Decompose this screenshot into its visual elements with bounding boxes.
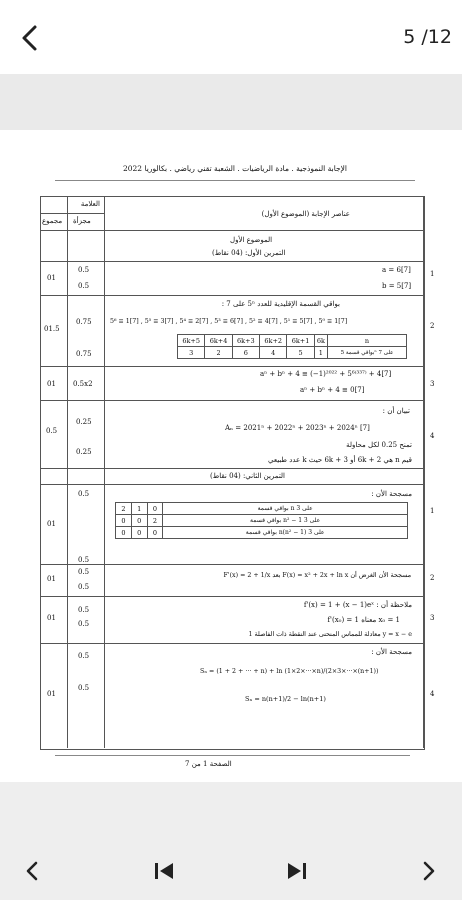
table-cell: 0 — [116, 515, 132, 527]
table-cell: 0 — [131, 527, 147, 539]
answer-line: Sₙ = (1 + 2 + ··· + n) + ln (1×2×···×n)/(2×3×···×(n+1)) — [200, 668, 379, 675]
footer-rule — [55, 755, 410, 756]
table-cell: 6k+1 — [287, 335, 314, 347]
previous-page-icon[interactable] — [17, 856, 47, 886]
table-cell: n — [328, 335, 407, 347]
table-cell: 6k — [314, 335, 327, 347]
next-page-icon[interactable] — [414, 856, 444, 886]
remainder-table-2 — [115, 502, 408, 539]
part-grade: 0.5 — [78, 620, 90, 628]
table-cell: 0 — [147, 527, 163, 539]
table-cell: بواقي قسمة n على 3 — [163, 503, 408, 515]
row-divider — [40, 596, 424, 597]
col-divider — [423, 196, 424, 748]
q-number: 3 — [430, 380, 435, 388]
part-grade: 0.5 — [78, 556, 90, 564]
part-grade: 0.5 — [78, 266, 90, 274]
table-cell: 5 — [287, 347, 314, 359]
doc-header: الإجابة النموذجية . مادة الرياضيات . الشعبة تقني رياضي . بكالوريا 2022 — [122, 164, 348, 173]
part-grade: 0.5 — [78, 606, 90, 614]
q-number: 3 — [430, 614, 435, 622]
table-cell: 4 — [260, 347, 287, 359]
answer-line: a = 6[7] — [382, 266, 411, 274]
row-divider — [40, 230, 424, 231]
q-number: 2 — [430, 322, 435, 330]
table-cell: 1 — [131, 503, 147, 515]
table-cell: 0 — [131, 515, 147, 527]
row-divider — [40, 468, 424, 469]
q-number: 1 — [430, 507, 435, 515]
table-cell: 6k+5 — [178, 335, 205, 347]
table-cell: 0 — [116, 527, 132, 539]
part-grade: 0.5 — [78, 282, 90, 290]
total-grade: 01 — [47, 274, 56, 282]
answer-line: Aₙ = 2021ⁿ + 2022ⁿ + 2023ⁿ + 2024ⁿ [7] — [225, 424, 370, 432]
answer-line: 5⁶ ≡ 1[7] , 5⁵ ≡ 3[7] , 5⁴ ≡ 2[7] , 5³ ≡ 6[7] , 5² ≡ 4[7] , 5¹ ≡ 5[7] , 5⁰ ≡ 1[7] — [110, 318, 348, 325]
answer-line: y = x − e معادلة للمماس المنحنى عند النقطة ذات الفاصلة 1 — [248, 631, 412, 638]
answer-line: x₀ = 1 معناه f'(x₀) = 1 — [327, 616, 400, 624]
answer-line: aⁿ + bⁿ + 4 ≡ 0[7] — [300, 386, 365, 394]
table-cell: 2 — [116, 503, 132, 515]
row-divider — [40, 213, 104, 214]
part-grade: 0.5x2 — [73, 380, 93, 388]
topic-title: الموضوع الأول — [230, 236, 273, 244]
doc-footer: الصفحة 1 من 7 — [185, 760, 232, 768]
total-grade: 01 — [47, 690, 56, 698]
part-grade: 0.5 — [78, 568, 90, 576]
total-grade: 01.5 — [44, 325, 60, 333]
table-cell: 3 — [178, 347, 205, 359]
back-arrow-icon[interactable] — [14, 22, 46, 54]
part-grade: 0.5 — [78, 490, 90, 498]
total-grade: 01 — [47, 575, 56, 583]
answer-line: قيم n هي 6k + 2 أو 6k + 3 حيث k عدد طبيعي — [267, 456, 412, 464]
q-number: 1 — [430, 270, 435, 278]
row-divider — [40, 643, 424, 644]
top-bar — [0, 0, 462, 74]
answer-line: aⁿ + bⁿ + 4 ≡ (−1)²⁰²² + 5⁶⁽³³⁷⁾ + 4[7] — [260, 370, 392, 378]
row-divider — [40, 400, 424, 401]
total-grade: 01 — [47, 614, 56, 622]
table-cell: بواقي قسمة 5ⁿ على 7 — [328, 347, 407, 359]
answer-line: ملاحظة أن : f'(x) = 1 + (x − 1)eˣ — [303, 601, 412, 609]
q-number: 4 — [430, 432, 435, 440]
doc-header-rule — [55, 180, 415, 181]
last-page-icon[interactable] — [282, 856, 312, 886]
row-divider — [40, 295, 424, 296]
answer-line: مسجحة الأن : — [371, 648, 412, 656]
q-number: 2 — [430, 574, 435, 582]
part-grade: 0.75 — [76, 318, 92, 326]
remainder-table — [177, 334, 407, 359]
answer-line: بواقي القسمة الإقليدية للعدد 5ⁿ على 7 : — [221, 300, 340, 308]
answer-line: Sₙ = n(n+1)/2 − ln(n+1) — [245, 695, 326, 703]
part-grade: 0.5 — [78, 652, 90, 660]
col-total-label: مجموع — [42, 217, 63, 225]
part-grade: 0.5 — [78, 684, 90, 692]
row-divider — [40, 261, 424, 262]
part-grade: 0.25 — [76, 418, 92, 426]
part-grade: 0.25 — [76, 448, 92, 456]
table-cell: 1 — [314, 347, 327, 359]
row-divider — [40, 484, 424, 485]
total-grade: 01 — [47, 380, 56, 388]
table-cell: 6 — [232, 347, 259, 359]
exercise1-title: التمرين الأول: (04 نقاط) — [212, 249, 286, 257]
col-answer-label: عناصر الإجابة (الموضوع الأول) — [261, 210, 350, 218]
answer-line: تمنح 0.25 لكل محاولة — [346, 441, 412, 449]
col-divider — [104, 196, 105, 748]
col-grade-label: العلامة — [80, 200, 100, 208]
page-counter: 5 /12 — [403, 26, 452, 48]
table-cell: 6k+4 — [205, 335, 232, 347]
bottom-navigation — [0, 782, 462, 900]
col-part-label: مجزأة — [73, 217, 91, 225]
table-cell: 6k+3 — [232, 335, 259, 347]
first-page-icon[interactable] — [149, 856, 179, 886]
part-grade: 0.75 — [76, 350, 92, 358]
answer-line: مسجحة الأن : — [371, 490, 412, 498]
table-cell: 6k+2 — [260, 335, 287, 347]
row-divider — [40, 564, 424, 565]
q-number: 4 — [430, 690, 435, 698]
answer-line: تبيان أن : — [382, 407, 410, 415]
answer-line: مسجحة الأن الغرض أن F(x) = x² + 2x + ln x بعد F'(x) = 2 + 1/x — [223, 572, 411, 579]
table-cell: 2 — [205, 347, 232, 359]
part-grade: 0.5 — [78, 583, 90, 591]
total-grade: 0.5 — [46, 427, 58, 435]
table-cell: بواقي قسمة n(n² − 1) على 3 — [163, 527, 408, 539]
exercise2-title: التمرين الثاني: (04 نقاط) — [210, 472, 286, 480]
table-cell: بواقي قسمة n² − 1 على 3 — [163, 515, 408, 527]
table-cell: 2 — [147, 515, 163, 527]
table-cell: 0 — [147, 503, 163, 515]
viewer-gap — [0, 74, 462, 130]
total-grade: 01 — [47, 520, 56, 528]
col-divider — [67, 196, 68, 748]
answer-line: b = 5[7] — [382, 282, 412, 290]
row-divider — [40, 366, 424, 367]
